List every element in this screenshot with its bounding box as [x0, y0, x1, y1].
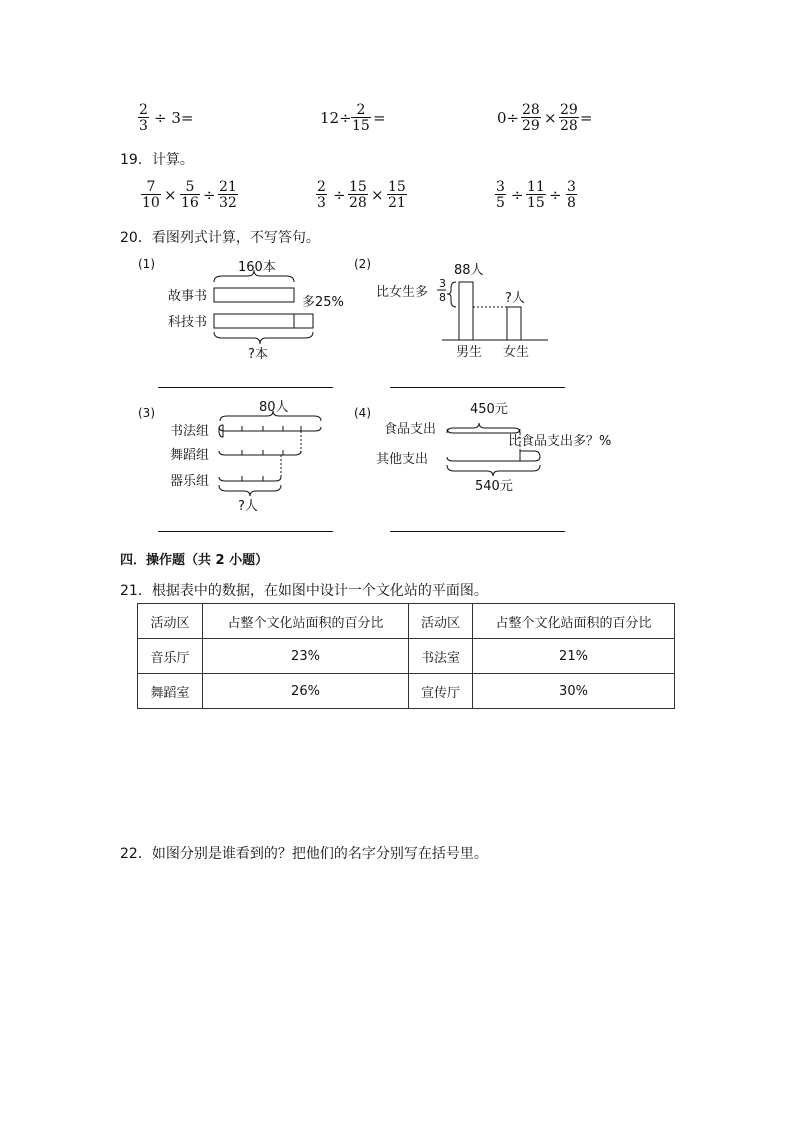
- row-label: 书法组: [170, 424, 210, 439]
- x-label-boys: 男生: [456, 345, 483, 360]
- expr-rest: =: [373, 109, 386, 127]
- top-brace: [447, 423, 520, 433]
- table-header: 占整个文化站面积的百分比: [473, 604, 675, 639]
- answer-line[interactable]: [158, 531, 333, 532]
- total-label: 80人: [259, 400, 289, 415]
- row-label: 其他支出: [376, 452, 429, 467]
- answer-line[interactable]: [390, 387, 565, 388]
- row-label: 器乐组: [170, 474, 210, 489]
- expr-rest: =: [580, 109, 593, 127]
- fraction: $\frac{21}{32}$: [219, 179, 237, 211]
- unknown-label: ?人: [238, 499, 258, 514]
- table-header: 活动区: [409, 604, 473, 639]
- total-label: 160本: [238, 260, 276, 275]
- diagram-label: (1): [138, 257, 155, 271]
- segment-line: [447, 429, 520, 433]
- diagram-2: [350, 250, 570, 375]
- divide-sign: ÷: [333, 186, 346, 204]
- fraction: $\frac{2}{3}$: [139, 102, 148, 134]
- percent-more-label: 多25%: [302, 295, 344, 310]
- total-label: 540元: [475, 479, 513, 494]
- fraction: $\frac{3}{5}$: [496, 179, 505, 211]
- q20-title: 20．看图列式计算，不写答句。: [120, 230, 320, 246]
- divide-sign: ÷: [203, 186, 216, 204]
- q22-title: 22．如图分别是谁看到的？把他们的名字分别写在括号里。: [120, 846, 488, 862]
- segment-line: [219, 451, 301, 455]
- q21-title: 21．根据表中的数据，在如图中设计一个文化站的平面图。: [120, 583, 488, 599]
- fraction: $\frac{15}{28}$: [349, 179, 367, 211]
- fraction: $\frac{2}{15}$: [352, 102, 370, 134]
- segment-line: [219, 477, 281, 481]
- expr-rest: ÷ 3=: [154, 109, 194, 127]
- percent-more-label: 比食品支出多？%: [508, 434, 612, 449]
- times-sign: ×: [544, 109, 557, 127]
- answer-line[interactable]: [158, 387, 333, 388]
- bar-storybooks: [214, 288, 294, 302]
- girls-count-label: ?人: [505, 291, 525, 306]
- divide-sign: ÷: [549, 186, 562, 204]
- row-label: 食品支出: [384, 422, 437, 437]
- section-title: 四．操作题（共 2 小题）: [120, 553, 269, 568]
- answer-line[interactable]: [390, 531, 565, 532]
- fraction: $\frac{29}{28}$: [560, 102, 578, 134]
- top-brace: [214, 270, 294, 282]
- table-row: [138, 639, 675, 674]
- fraction: $\frac{5}{16}$: [181, 179, 199, 211]
- row-label: 故事书: [168, 289, 208, 304]
- times-sign: ×: [164, 186, 177, 204]
- row-label: 舞蹈组: [170, 448, 210, 463]
- unknown-label: ?本: [248, 347, 268, 362]
- fraction-numerator: 3: [439, 277, 446, 290]
- bottom-brace: [214, 332, 313, 344]
- fraction: $\frac{11}{15}$: [527, 179, 545, 211]
- table-cell: 书法室: [409, 639, 473, 674]
- table-cell: 宣传厅: [409, 674, 473, 709]
- table-cell: 30%: [473, 674, 675, 709]
- x-label-girls: 女生: [503, 345, 530, 360]
- table-cell: 21%: [473, 639, 675, 674]
- area-table: [137, 603, 675, 709]
- bottom-brace: [219, 485, 281, 496]
- table-cell: 23%: [203, 639, 409, 674]
- boys-count-label: 88人: [454, 263, 484, 278]
- table-header-row: [138, 604, 675, 639]
- table-header: 活动区: [138, 604, 203, 639]
- diagram-1: [130, 250, 350, 375]
- q19-title: 19．计算。: [120, 152, 194, 168]
- divide-sign: ÷: [511, 186, 524, 204]
- diagram-4: [350, 395, 635, 505]
- table-cell: 音乐厅: [138, 639, 203, 674]
- bar-girls: [507, 307, 521, 340]
- table-cell: 舞蹈室: [138, 674, 203, 709]
- bar-sciencebooks: [214, 314, 313, 328]
- food-amount-label: 450元: [470, 402, 508, 417]
- bar-boys: [459, 282, 473, 340]
- diagram-label: (3): [138, 406, 155, 420]
- segment-line: [219, 427, 321, 431]
- diagram-3: [130, 395, 350, 525]
- extra-bracket: [520, 451, 540, 461]
- row-label: 科技书: [168, 315, 208, 330]
- expr-pre: 0÷: [497, 109, 520, 127]
- diagram-label: (4): [354, 406, 371, 420]
- fraction: $\frac{28}{29}$: [522, 102, 540, 134]
- fraction: $\frac{3}{8}$: [567, 179, 576, 211]
- bottom-brace: [447, 465, 540, 476]
- diagram-label: (2): [354, 257, 371, 271]
- left-brace: [447, 282, 456, 307]
- side-label: 比女生多: [376, 285, 429, 300]
- table-row: [138, 674, 675, 709]
- fraction: $\frac{15}{21}$: [388, 179, 406, 211]
- fraction: $\frac{2}{3}$: [317, 179, 326, 211]
- table-cell: 26%: [203, 674, 409, 709]
- times-sign: ×: [371, 186, 384, 204]
- fraction: $\frac{7}{10}$: [142, 179, 160, 211]
- fraction-denominator: 8: [439, 291, 446, 304]
- expr-pre: 12÷: [320, 109, 352, 127]
- segment-line: [447, 457, 540, 461]
- table-header: 占整个文化站面积的百分比: [203, 604, 409, 639]
